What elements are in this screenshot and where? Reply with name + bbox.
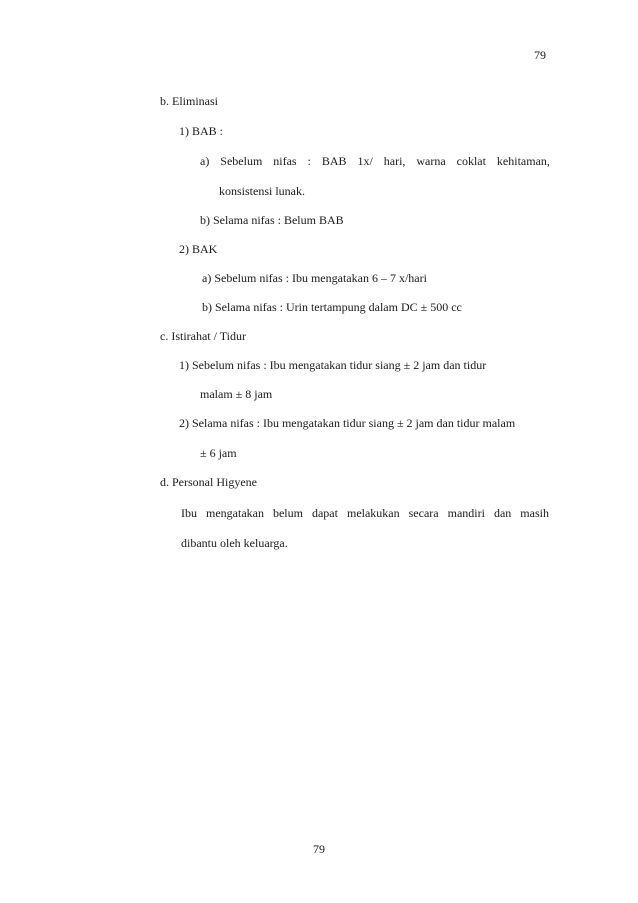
page-number-top: 79 xyxy=(534,48,546,62)
page-number-bottom: 79 xyxy=(313,842,325,856)
word: belum xyxy=(272,506,303,520)
word: a) xyxy=(200,154,210,168)
word: masih xyxy=(520,506,549,520)
bab-item-b: b) Selama nifas : Belum BAB xyxy=(200,213,344,227)
hygiene-paragraph-line2: dibantu oleh keluarga. xyxy=(181,536,288,550)
word: dapat xyxy=(311,506,338,520)
bak-item-a: a) Sebelum nifas : Ibu mengatakan 6 – 7 x/hari xyxy=(202,271,427,285)
word: 1x/ xyxy=(357,154,373,168)
word: : xyxy=(307,154,311,168)
word: Ibu xyxy=(181,506,197,520)
bab-label: 1) BAB : xyxy=(179,124,224,138)
word: Sebelum xyxy=(220,154,263,168)
word: melakukan xyxy=(346,506,400,520)
word: mandiri xyxy=(447,506,485,520)
bak-label: 2) BAK xyxy=(179,242,218,256)
word: hari, xyxy=(383,154,406,168)
rest-item2-line1: 2) Selama nifas : Ibu mengatakan tidur siang ± 2 jam dan tidur malam xyxy=(179,416,516,430)
rest-item1-line1: 1) Sebelum nifas : Ibu mengatakan tidur siang ± 2 jam dan tidur xyxy=(179,358,487,372)
section-b-heading: b. Eliminasi xyxy=(160,94,218,108)
rest-item2-line2: ± 6 jam xyxy=(200,446,237,460)
hygiene-paragraph-line1 xyxy=(181,506,549,521)
word: nifas xyxy=(273,154,297,168)
rest-item1-line2: malam ± 8 jam xyxy=(200,387,273,401)
bab-item-a-line1 xyxy=(200,154,550,169)
word: secara xyxy=(408,506,439,520)
bak-item-b: b) Selama nifas : Urin tertampung dalam DC ± 500 cc xyxy=(202,300,462,314)
section-c-heading: c. Istirahat / Tidur xyxy=(160,329,246,343)
word: coklat xyxy=(456,154,486,168)
section-d-heading: d. Personal Higyene xyxy=(160,475,257,489)
word: mengatakan xyxy=(206,506,264,520)
word: dan xyxy=(493,506,512,520)
bab-item-a-line2: konsistensi lunak. xyxy=(219,184,305,198)
word: BAB xyxy=(321,154,347,168)
word: kehitaman, xyxy=(496,154,550,168)
word: warna xyxy=(416,154,446,168)
